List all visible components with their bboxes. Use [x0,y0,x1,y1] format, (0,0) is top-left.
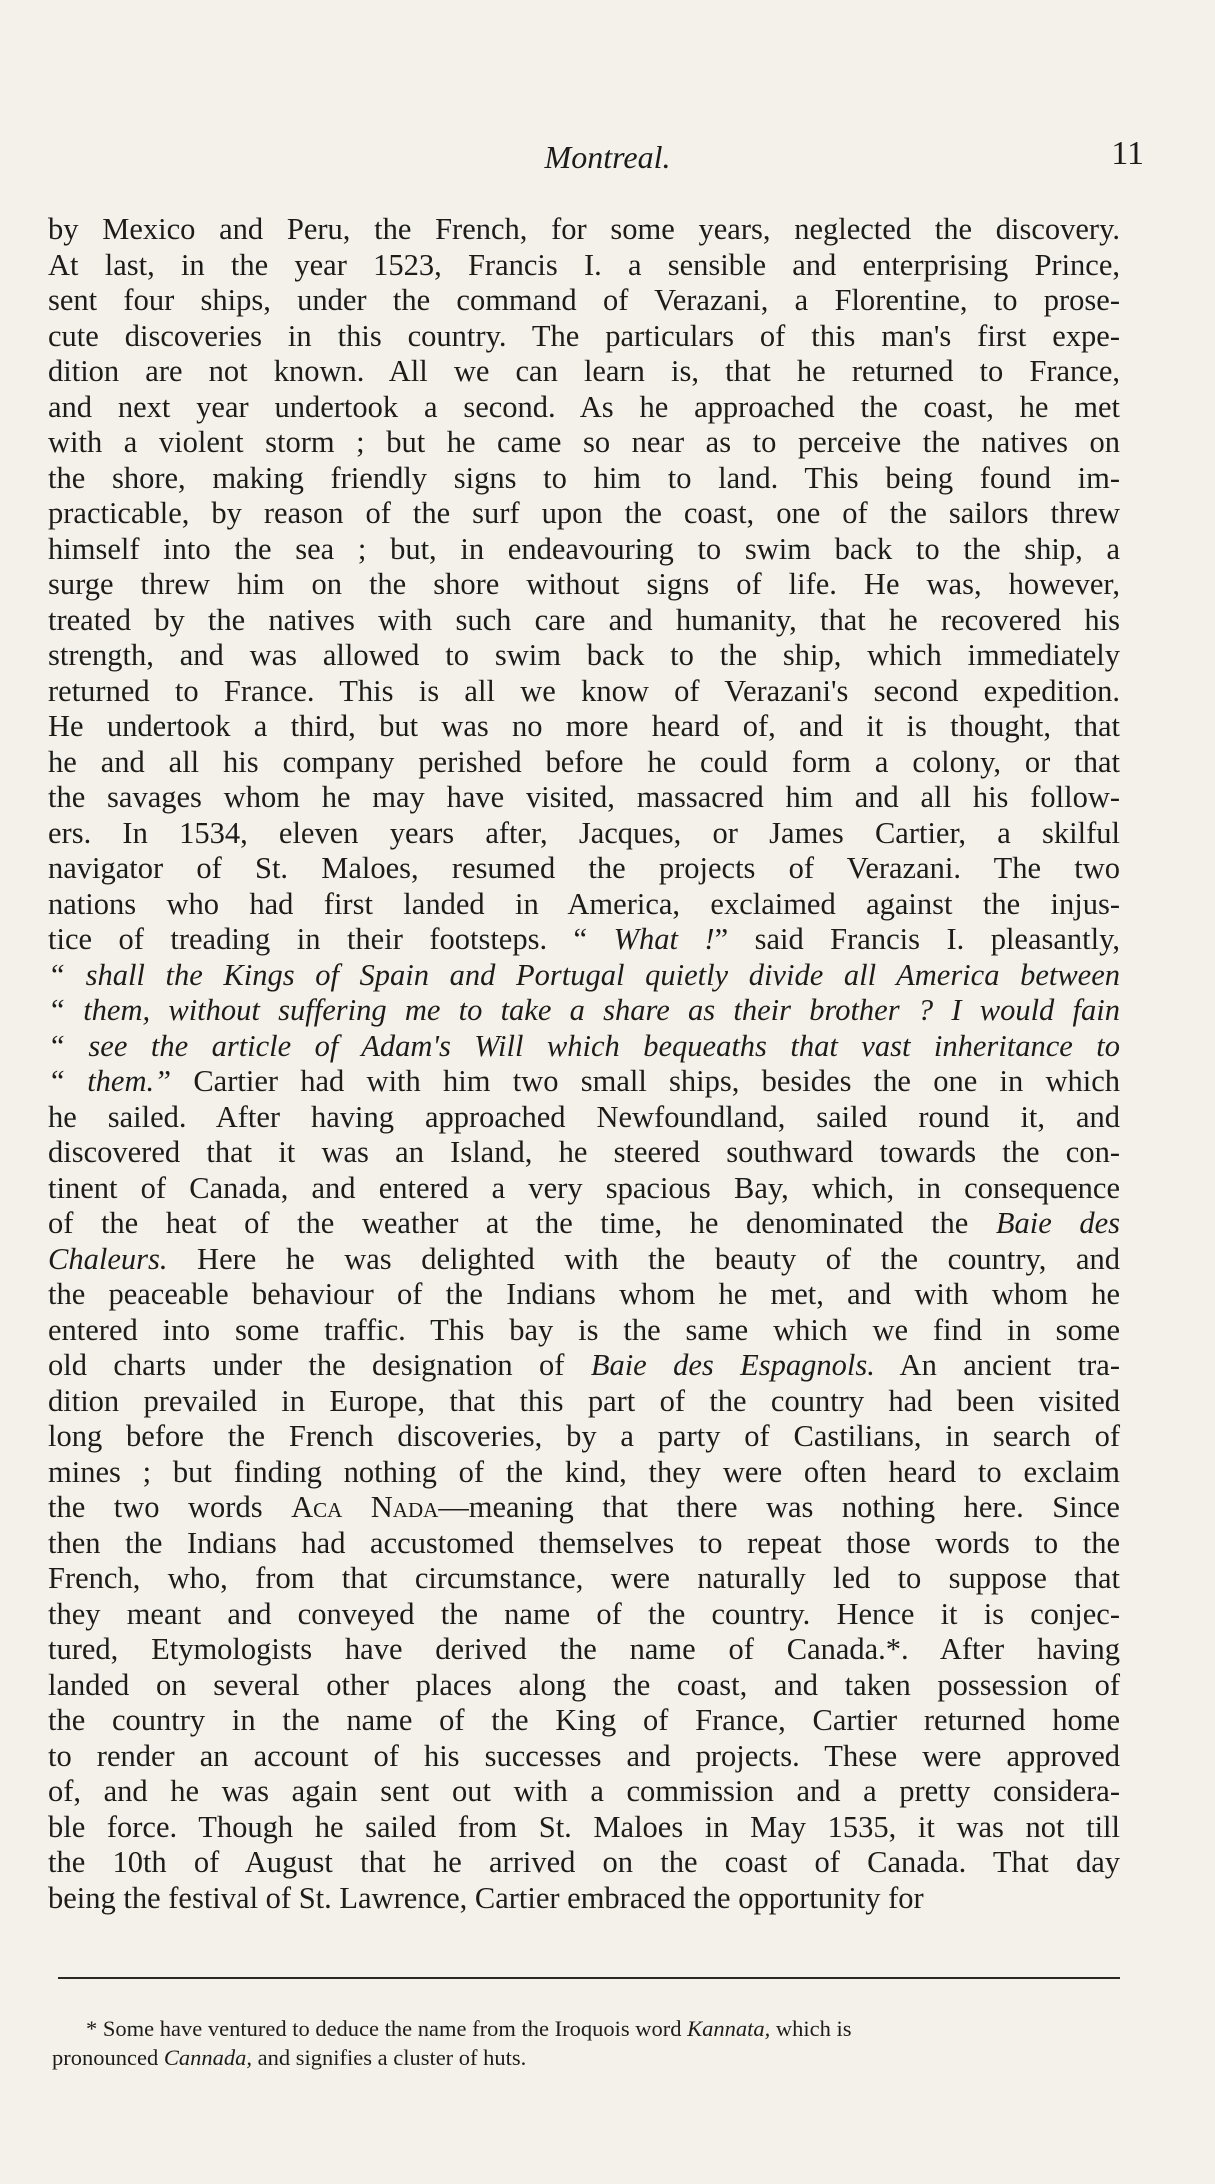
text-line: cute discoveries in this country. The particulars of this man's first expe- [48,318,1120,353]
text-line: mines ; but finding nothing of the kind, they were often heard to exclaim [48,1454,1120,1489]
text-line: the peaceable behaviour of the Indians whom he met, and with whom he [48,1277,1120,1311]
text-line: French, who, from that circumstance, were naturally led to suppose that [48,1561,1120,1595]
text-line: himself into the sea ; but, in endeavouring to swim back to the ship, a [48,531,1120,566]
text-line: tinent of Canada, and entered a very spacious Bay, which, in consequence [48,1170,1120,1205]
footnote [52,2014,1120,2072]
text-line: navigator of St. Maloes, resumed the projects of Verazani. The two [48,851,1120,885]
footnote-line: pronounced Cannada, and signifies a cluster of huts. [52,2045,527,2070]
text-line: At last, in the year 1523, Francis I. a sensible and enterprising Prince, [48,247,1120,282]
text-line: “ see the article of Adam's Will which bequeaths that vast inheritance to [48,1028,1120,1063]
text-line: returned to France. This is all we know of Verazani's second expedition. [48,673,1120,708]
text-line: tured, Etymologists have derived the name of Canada.*. After having [48,1632,1120,1666]
text-line: by Mexico and Peru, the French, for some years, neglected the discovery. [48,212,1120,246]
text-line: strength, and was allowed to swim back to the ship, which immediately [48,638,1120,672]
text-line: ers. In 1534, eleven years after, Jacques, or James Cartier, a skilful [48,815,1120,850]
text-line: Chaleurs. Here he was delighted with the beauty of the country, and [48,1241,1120,1276]
footnote-rule [58,1977,1120,1979]
text-line: of, and he was again sent out with a commission and a pretty considera- [48,1774,1120,1808]
text-line: he and all his company perished before he could form a colony, or that [48,744,1120,779]
text-line: dition are not known. All we can learn is, that he returned to France, [48,354,1120,388]
text-line: with a violent storm ; but he came so near as to perceive the natives on [48,425,1120,459]
text-line: “ them.” Cartier had with him two small ships, besides the one in which [48,1064,1120,1098]
text-line: “ shall the Kings of Spain and Portugal quietly divide all America between [48,957,1120,992]
running-head: Montreal. [544,139,671,175]
text-line: landed on several other places along the coast, and taken possession of [48,1667,1120,1702]
text-line: surge threw him on the shore without signs of life. He was, however, [48,567,1120,601]
text-line: they meant and conveyed the name of the country. Hence it is conjec- [48,1596,1120,1631]
text-line: the country in the name of the King of France, Cartier returned home [48,1703,1120,1737]
text-line: entered into some traffic. This bay is the same which we find in some [48,1312,1120,1347]
text-line: treated by the natives with such care and humanity, that he recovered his [48,602,1120,637]
text-line: the shore, making friendly signs to him to land. This being found im- [48,460,1120,495]
body-text [48,212,1120,1916]
text-line: the 10th of August that he arrived on the coast of Canada. That day [48,1845,1120,1879]
text-line: nations who had first landed in America, exclaimed against the injus- [48,886,1120,921]
page-header [0,135,1215,181]
text-line: being the festival of St. Lawrence, Cartier embraced the opportunity for [48,1880,924,1915]
text-line: to render an account of his successes and projects. These were approved [48,1738,1120,1773]
text-line: discovered that it was an Island, he steered southward towards the con- [48,1135,1120,1169]
text-line: practicable, by reason of the surf upon the coast, one of the sailors threw [48,496,1120,530]
text-line: tice of treading in their footsteps. “ What !” said Francis I. pleasantly, [48,922,1120,956]
page-number: 11 [1111,135,1144,172]
text-line: then the Indians had accustomed themselves to repeat those words to the [48,1525,1120,1560]
text-line: and next year undertook a second. As he approached the coast, he met [48,389,1120,424]
text-line: sent four ships, under the command of Verazani, a Florentine, to prose- [48,283,1120,317]
text-line: the two words Aca Nada—meaning that there was nothing here. Since [48,1490,1120,1524]
text-line: long before the French discoveries, by a party of Castilians, in search of [48,1419,1120,1453]
text-line: old charts under the designation of Baie des Espagnols. An ancient tra- [48,1348,1120,1382]
footnote-line: * Some have ventured to deduce the name from the Iroquois word Kannata, which is [86,2016,852,2041]
text-line: He undertook a third, but was no more heard of, and it is thought, that [48,709,1120,743]
text-line: the savages whom he may have visited, massacred him and all his follow- [48,780,1120,814]
text-line: ble force. Though he sailed from St. Maloes in May 1535, it was not till [48,1809,1120,1844]
text-line: of the heat of the weather at the time, he denominated the Baie des [48,1206,1120,1240]
text-line: he sailed. After having approached Newfoundland, sailed round it, and [48,1099,1120,1134]
text-line: “ them, without suffering me to take a share as their brother ? I would fain [48,993,1120,1027]
text-line: dition prevailed in Europe, that this part of the country had been visited [48,1383,1120,1418]
